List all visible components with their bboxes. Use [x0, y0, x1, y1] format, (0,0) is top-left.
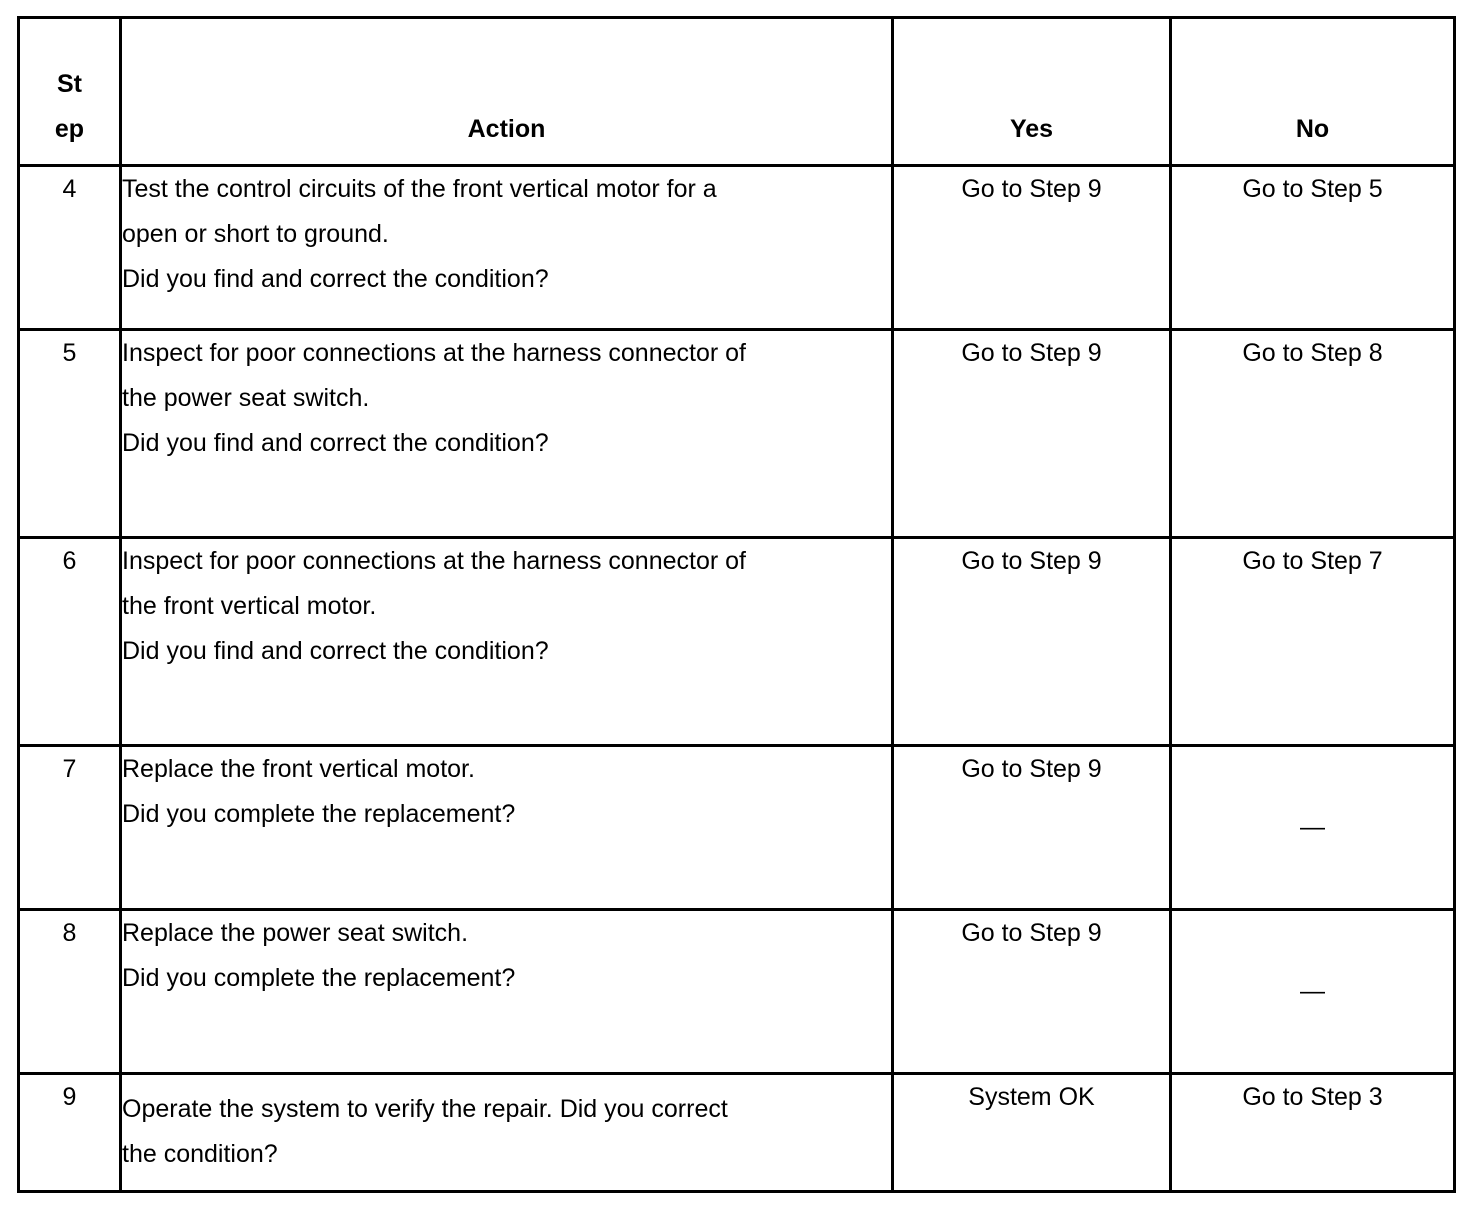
no-result: Go to Step 7 [1171, 538, 1455, 746]
action-question: Did you complete the replacement? [122, 800, 516, 828]
table-header-row [19, 18, 1455, 166]
action-line: Replace the front vertical motor. [122, 755, 475, 783]
action-cell [121, 166, 893, 330]
step-number: 6 [19, 538, 121, 746]
action-line: Operate the system to verify the repair. Did you correct [122, 1095, 728, 1123]
action-column-header: Action [121, 18, 893, 166]
step-header-line-1: St [57, 70, 82, 98]
no-result: — [1171, 746, 1455, 910]
no-result: Go to Step 3 [1171, 1074, 1455, 1192]
action-cell [121, 330, 893, 538]
no-result: Go to Step 8 [1171, 330, 1455, 538]
yes-result: Go to Step 9 [893, 166, 1171, 330]
step-column-header [19, 18, 121, 166]
table-row [19, 910, 1455, 1074]
action-line: the power seat switch. [122, 384, 370, 412]
action-cell [121, 538, 893, 746]
yes-result: System OK [893, 1074, 1171, 1192]
step-number: 4 [19, 166, 121, 330]
step-number: 5 [19, 330, 121, 538]
action-line: Replace the power seat switch. [122, 919, 469, 947]
action-cell [121, 746, 893, 910]
table-row [19, 1074, 1455, 1192]
table-row [19, 166, 1455, 330]
step-number: 8 [19, 910, 121, 1074]
no-result: — [1171, 910, 1455, 1074]
step-number: 9 [19, 1074, 121, 1192]
table-row [19, 330, 1455, 538]
table-row [19, 538, 1455, 746]
table-row [19, 746, 1455, 910]
action-cell [121, 1074, 893, 1192]
action-question: Did you find and correct the condition? [122, 429, 549, 457]
action-question: Did you find and correct the condition? [122, 265, 549, 293]
yes-result: Go to Step 9 [893, 746, 1171, 910]
action-line: Inspect for poor connections at the harness connector of [122, 339, 746, 367]
step-header-line-2: ep [54, 115, 85, 143]
action-question: Did you find and correct the condition? [122, 637, 549, 665]
no-result: Go to Step 5 [1171, 166, 1455, 330]
action-line: Test the control circuits of the front vertical motor for a [122, 175, 717, 203]
action-line: open or short to ground. [122, 220, 389, 248]
action-question: Did you complete the replacement? [122, 964, 516, 992]
step-number: 7 [19, 746, 121, 910]
yes-column-header: Yes [893, 18, 1171, 166]
action-line: the condition? [122, 1140, 278, 1168]
yes-result: Go to Step 9 [893, 330, 1171, 538]
yes-result: Go to Step 9 [893, 910, 1171, 1074]
action-cell [121, 910, 893, 1074]
action-line: the front vertical motor. [122, 592, 377, 620]
yes-result: Go to Step 9 [893, 538, 1171, 746]
diagnostic-table [17, 16, 1456, 1193]
action-line: Inspect for poor connections at the harness connector of [122, 547, 746, 575]
no-column-header: No [1171, 18, 1455, 166]
